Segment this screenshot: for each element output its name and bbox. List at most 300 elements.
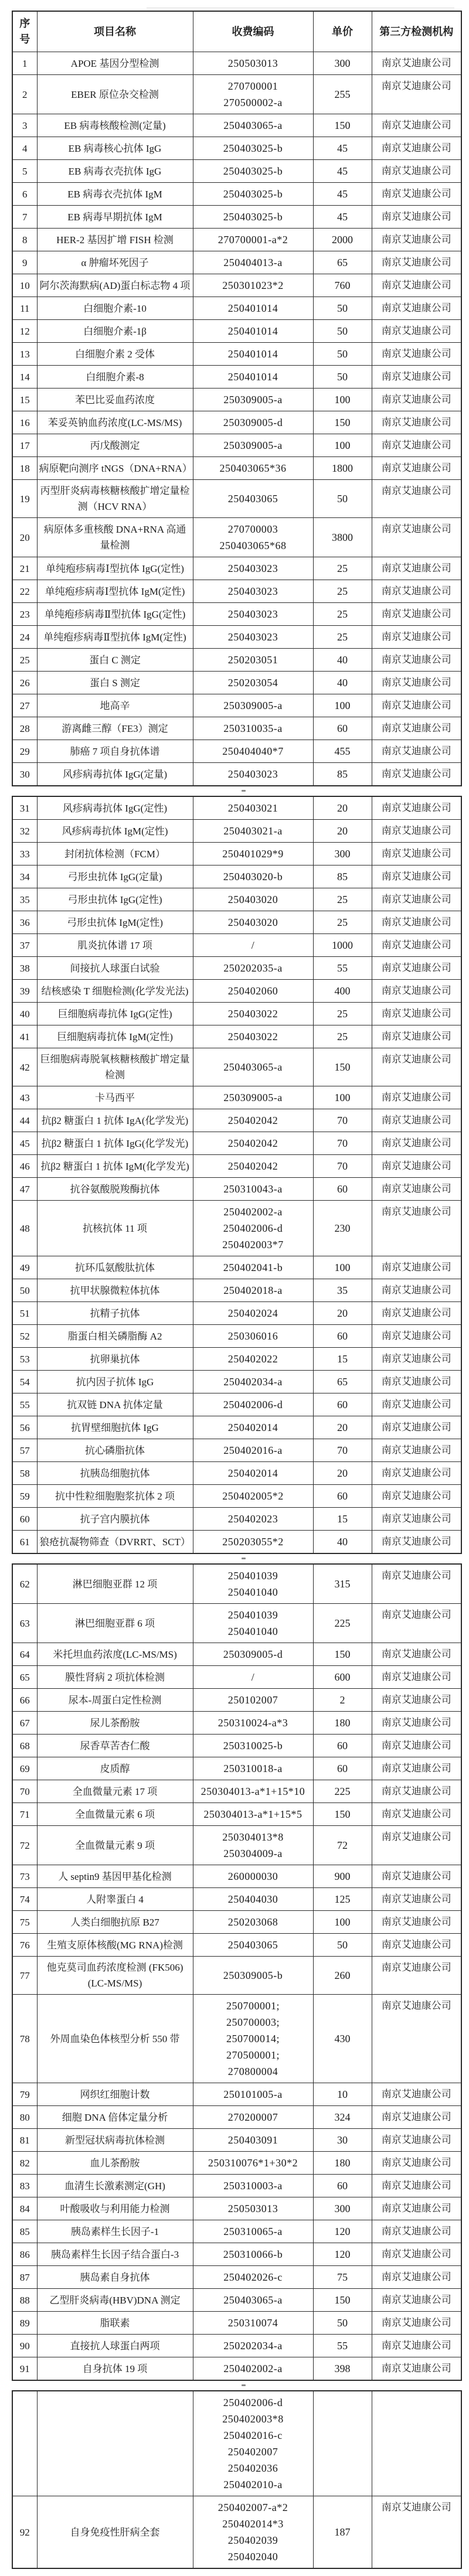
row-no: 21 [12,557,37,580]
row-codes [193,2266,313,2289]
row-org: 南京艾迪康公司 [372,934,461,957]
row-codes [193,1865,313,1888]
row-price: 60 [313,1735,372,1757]
row-codes [193,2175,313,2197]
col-header-price: 单价 [313,11,372,52]
table-row [12,297,461,320]
row-org: 南京艾迪康公司 [372,1643,461,1666]
table-row [12,1666,461,1689]
row-no: 82 [12,2152,37,2175]
row-name: 全血微量元素 17 项 [37,1780,193,1803]
row-name: 尿儿茶酚胺 [37,1712,193,1735]
row-codes [193,1201,313,1256]
row-name: 淋巴细胞亚群 6 项 [37,1604,193,1643]
table-row [12,1757,461,1780]
row-org: 南京艾迪康公司 [372,1689,461,1712]
table-row [12,580,461,603]
table-row [12,1003,461,1025]
row-org: 南京艾迪康公司 [372,2106,461,2129]
table-row [12,1485,461,1508]
table-row [12,1393,461,1416]
row-price: 300 [313,52,372,75]
row-no: 73 [12,1865,37,1888]
row-name: 巨细胞病毒抗体 IgG(定性) [37,1003,193,1025]
row-no: 8 [12,229,37,251]
row-org: 南京艾迪康公司 [372,480,461,518]
row-codes [193,160,313,183]
row-price: 300 [313,2197,372,2220]
code-line: 250402002-a [223,2363,283,2374]
row-price: 20 [313,1416,372,1439]
row-org: 南京艾迪康公司 [372,229,461,251]
row-name: 单纯疱疹病毒Ⅰ型抗体 IgG(定性) [37,557,193,580]
table-row [12,2220,461,2243]
table-row [12,888,461,911]
table-row [12,843,461,866]
row-codes [193,2129,313,2152]
scan-artifact-mark [242,790,246,792]
row-price: 150 [313,1048,372,1086]
code-line: 250402014*3 [222,2518,284,2530]
row-codes [193,796,313,820]
code-line: 250403022 [227,1031,278,1042]
row-org: 南京艾迪康公司 [372,820,461,843]
row-no: 9 [12,251,37,274]
row-name: 抗胰岛细胞抗体 [37,1462,193,1485]
row-codes [193,2496,313,2569]
row-codes [193,2312,313,2335]
row-codes [193,980,313,1003]
row-name: 白细胞介素-1β [37,320,193,343]
row-no: 53 [12,1348,37,1371]
row-name: 弓形虫抗体 IgM(定性) [37,911,193,934]
code-line: 250309005-d [223,1648,283,1660]
row-name: 他克莫司血药浓度检测 (FK506)(LC-MS/MS) [37,1957,193,1995]
row-codes [193,206,313,229]
row-no: 86 [12,2243,37,2266]
row-codes [193,2220,313,2243]
table-row [12,1302,461,1325]
code-line: 250401014 [227,325,278,337]
table-row [12,1934,461,1957]
row-org: 南京艾迪康公司 [372,1604,461,1643]
code-line: 250309005-d [223,417,283,428]
row-name: EB 病毒衣壳抗体 IgG [37,160,193,183]
row-name [37,2391,193,2496]
row-org: 南京艾迪康公司 [372,183,461,206]
table-row [12,1132,461,1155]
code-line: 250402006-d [223,2397,283,2408]
row-codes [193,1957,313,1995]
row-no: 2 [12,75,37,114]
code-line: 250403023 [227,608,278,620]
row-name: 蛋白 S 测定 [37,672,193,694]
col-header-org: 第三方检测机构 [372,11,461,52]
row-no: 37 [12,934,37,957]
row-no: 78 [12,1995,37,2083]
row-org: 南京艾迪康公司 [372,2335,461,2357]
row-org: 南京艾迪康公司 [372,1132,461,1155]
row-name: 抗甲状腺微粒体抗体 [37,1279,193,1302]
row-codes [193,1826,313,1865]
row-org: 南京艾迪康公司 [372,434,461,457]
table-row [12,1048,461,1086]
code-line: 250403025-b [223,165,283,177]
row-org: 南京艾迪康公司 [372,603,461,626]
code-line: 250402014 [227,1422,278,1433]
row-org: 南京艾迪康公司 [372,980,461,1003]
row-codes [193,649,313,672]
row-no: 63 [12,1604,37,1643]
row-price: 60 [313,1393,372,1416]
row-codes [193,1155,313,1178]
row-price: 180 [313,2152,372,2175]
row-org: 南京艾迪康公司 [372,52,461,75]
code-line: 250700001; [226,2000,280,2012]
row-no: 25 [12,649,37,672]
code-line: 250310018-a [223,1763,283,1774]
code-line: 250402036 [227,2462,278,2474]
row-no: 92 [12,2496,37,2569]
row-no: 44 [12,1109,37,1132]
table-row [12,694,461,717]
row-org: 南京艾迪康公司 [372,1416,461,1439]
table-row [12,160,461,183]
row-org: 南京艾迪康公司 [372,297,461,320]
col-header-code: 收费编码 [193,11,313,52]
row-price: 85 [313,763,372,786]
table-row [12,2083,461,2106]
row-name: 自身免疫性肝病全套 [37,2496,193,2569]
code-line: 250402034-a [223,1376,283,1388]
table-row [12,1911,461,1934]
code-line: 250402006-d [223,1399,283,1410]
code-line: 250403065 [227,1939,278,1951]
row-codes [193,2152,313,2175]
row-name: 新型冠状病毒抗体检测 [37,2129,193,2152]
row-price: 2000 [313,229,372,251]
row-org: 南京艾迪康公司 [372,2129,461,2152]
row-price: 70 [313,1439,372,1462]
code-line: 250101005-a [223,2088,283,2100]
table-row [12,1109,461,1132]
table-row [12,2357,461,2381]
row-org: 南京艾迪康公司 [372,114,461,137]
row-name: 狼疮抗凝物筛查（DVRRT、SCT） [37,1531,193,1554]
row-price: 50 [313,480,372,518]
table-row [12,626,461,649]
row-name: 抗子宫内膜抗体 [37,1508,193,1531]
row-no: 91 [12,2357,37,2381]
row-price: 60 [313,2175,372,2197]
row-org: 南京艾迪康公司 [372,1256,461,1279]
row-org: 南京艾迪康公司 [372,2312,461,2335]
row-no: 60 [12,1508,37,1531]
row-price: 70 [313,1155,372,1178]
row-org: 南京艾迪康公司 [372,457,461,480]
row-org: 南京艾迪康公司 [372,1485,461,1508]
row-no: 87 [12,2266,37,2289]
row-codes [193,52,313,75]
code-line: 250402003*7 [222,1239,284,1250]
code-line: 250402003*8 [222,2413,284,2425]
code-line: 250402022 [227,1353,278,1365]
code-line: 250700014; [226,2033,280,2045]
row-price: 315 [313,1564,372,1604]
table-row [12,2129,461,2152]
table-row [12,251,461,274]
row-name: 胰岛素样生长因子-1 [37,2220,193,2243]
row-no: 89 [12,2312,37,2335]
row-no: 85 [12,2220,37,2243]
row-price: 15 [313,1508,372,1531]
row-name: 病原靶向测序 tNGS（DNA+RNA） [37,457,193,480]
row-price: 400 [313,980,372,1003]
table-row [12,1957,461,1995]
row-no: 88 [12,2289,37,2312]
row-codes [193,183,313,206]
row-no: 28 [12,717,37,740]
row-org: 南京艾迪康公司 [372,2220,461,2243]
row-price: 150 [313,114,372,137]
row-org: 南京艾迪康公司 [372,2197,461,2220]
row-price: 125 [313,1888,372,1911]
row-price: 30 [313,2129,372,2152]
row-no: 12 [12,320,37,343]
code-line: 250304013-a*1+15*5 [203,1808,303,1820]
code-line: 250401039 [227,1570,278,1582]
row-org [372,2391,461,2496]
code-line: 250401040 [227,1626,278,1637]
row-codes [193,740,313,763]
table-row [12,1371,461,1393]
row-name: 抗精子抗体 [37,1302,193,1325]
code-line: 260000030 [227,1870,278,1882]
row-no: 75 [12,1911,37,1934]
row-org: 南京艾迪康公司 [372,1325,461,1348]
row-name: 丙型肝炎病毒核糖核酸扩增定量检测（HCV RNA） [37,480,193,518]
row-org: 南京艾迪康公司 [372,1109,461,1132]
row-org: 南京艾迪康公司 [372,957,461,980]
table-row [12,137,461,160]
row-org: 南京艾迪康公司 [372,557,461,580]
row-name: 封闭抗体检测（FCM） [37,843,193,866]
row-org: 南京艾迪康公司 [372,1735,461,1757]
table-row [12,114,461,137]
row-price: 3800 [313,518,372,557]
code-line: 250402016-c [223,2430,283,2441]
row-price: 260 [313,1957,372,1995]
code-line: 250403022 [227,1008,278,1020]
table-row [12,1888,461,1911]
code-line: 270700001 [227,80,278,92]
row-codes [193,1371,313,1393]
row-price: 60 [313,1178,372,1201]
row-codes [193,251,313,274]
page-break-gap [12,2381,461,2390]
code-line: 250402018-a [223,1284,283,1296]
row-codes [193,2289,313,2312]
code-line: 250402014 [227,1467,278,1479]
row-name: EB 病毒早期抗体 IgM [37,206,193,229]
table-row [12,1279,461,1302]
table-row [12,1865,461,1888]
row-codes [193,518,313,557]
row-name: 卡马西平 [37,1086,193,1109]
row-org: 南京艾迪康公司 [372,1048,461,1086]
row-no: 83 [12,2175,37,2197]
table-row [12,1689,461,1712]
code-line: 250401014 [227,302,278,314]
row-codes [193,957,313,980]
table-row [12,1643,461,1666]
row-codes [193,1485,313,1508]
row-no: 35 [12,888,37,911]
row-codes [193,1995,313,2083]
row-name: 游离雌三醇（FE3）测定 [37,717,193,740]
row-org: 南京艾迪康公司 [372,1348,461,1371]
row-name: 蛋白 C 测定 [37,649,193,672]
code-line: 250401029*9 [222,848,284,860]
row-price: 100 [313,1911,372,1934]
code-line: 250306016 [227,1330,278,1342]
row-codes [193,1393,313,1416]
table-row [12,2312,461,2335]
row-org: 南京艾迪康公司 [372,1865,461,1888]
table-row [12,320,461,343]
table-row [12,796,461,820]
row-price: 65 [313,1371,372,1393]
row-org: 南京艾迪康公司 [372,1201,461,1256]
table-row [12,1256,461,1279]
row-name: 风疹病毒抗体 IgM(定性) [37,820,193,843]
row-no: 31 [12,796,37,820]
row-price: 100 [313,1256,372,1279]
row-name: 白细胞介素 2 受体 [37,343,193,366]
code-line: 250310043-a [223,1183,283,1195]
row-org: 南京艾迪康公司 [372,1934,461,1957]
row-no: 77 [12,1957,37,1995]
row-name: 弓形虫抗体 IgG(定量) [37,866,193,888]
table-row [12,2335,461,2357]
row-price: 20 [313,1302,372,1325]
code-line: 250503013 [227,57,278,69]
table-row [12,980,461,1003]
row-price: 60 [313,1757,372,1780]
row-org: 南京艾迪康公司 [372,1564,461,1604]
row-price: 70 [313,1132,372,1155]
code-line: 250403025-b [223,188,283,200]
code-line: 250309005-a [223,439,283,451]
scan-artifact-mark [242,1558,246,1559]
row-price: 100 [313,434,372,457]
row-org: 南京艾迪康公司 [372,1371,461,1393]
row-price: 760 [313,274,372,297]
row-org: 南京艾迪康公司 [372,649,461,672]
row-no: 15 [12,389,37,411]
code-line: 250403020-b [223,871,283,882]
row-price: 45 [313,137,372,160]
row-name: 抗核抗体 11 项 [37,1201,193,1256]
row-org: 南京艾迪康公司 [372,251,461,274]
row-org: 南京艾迪康公司 [372,866,461,888]
table-header-row [12,11,461,52]
code-line: 250403091 [227,2134,278,2146]
row-codes [193,1712,313,1735]
code-line: 250402002-a [223,1206,283,1218]
table-row [12,1604,461,1643]
row-codes [193,320,313,343]
row-codes [193,1325,313,1348]
row-no: 19 [12,480,37,518]
code-line: / [251,939,255,951]
row-org: 南京艾迪康公司 [372,1757,461,1780]
table-row [12,1508,461,1531]
row-org: 南京艾迪康公司 [372,366,461,389]
row-name: 抗β2 糖蛋白 1 抗体 IgG(化学发光) [37,1132,193,1155]
row-price: 50 [313,1934,372,1957]
row-org: 南京艾迪康公司 [372,1995,461,2083]
row-name: 丙戊酸测定 [37,434,193,457]
row-codes [193,1279,313,1302]
row-name: 白细胞介素-8 [37,366,193,389]
row-org: 南京艾迪康公司 [372,75,461,114]
row-org: 南京艾迪康公司 [372,518,461,557]
row-name: 乙型肝炎病毒(HBV)DNA 测定 [37,2289,193,2312]
row-org: 南京艾迪康公司 [372,206,461,229]
code-line: 250309005-b [223,1970,283,1981]
row-no: 61 [12,1531,37,1554]
row-codes [193,580,313,603]
row-codes [193,1439,313,1462]
table-row [12,957,461,980]
row-org: 南京艾迪康公司 [372,672,461,694]
row-codes [193,1780,313,1803]
row-no: 49 [12,1256,37,1279]
row-price: 10 [313,2083,372,2106]
row-no: 36 [12,911,37,934]
row-codes [193,603,313,626]
row-price: 60 [313,1485,372,1508]
row-name: 米托坦血药浓度(LC-MS/MS) [37,1643,193,1666]
row-price: 25 [313,557,372,580]
code-line: 250304009-a [223,1848,283,1859]
row-price: 60 [313,1325,372,1348]
row-codes [193,557,313,580]
table-row [12,1826,461,1865]
row-price: 600 [313,1666,372,1689]
row-no: 71 [12,1803,37,1826]
table-row [12,75,461,114]
row-no: 23 [12,603,37,626]
row-price: 72 [313,1826,372,1865]
row-org: 南京艾迪康公司 [372,2243,461,2266]
code-line: 250310024-a*3 [217,1717,288,1729]
row-codes [193,1803,313,1826]
code-line: 250309005-a [223,1092,283,1103]
table-row [12,1155,461,1178]
table-row [12,2391,461,2496]
row-no: 56 [12,1416,37,1439]
table-row [12,2266,461,2289]
row-no: 30 [12,763,37,786]
row-price: 225 [313,1604,372,1643]
row-no: 58 [12,1462,37,1485]
code-line: 250403020 [227,894,278,905]
row-name: 叶酸吸收与利用能力检测 [37,2197,193,2220]
table-row [12,2243,461,2266]
row-price: 20 [313,796,372,820]
